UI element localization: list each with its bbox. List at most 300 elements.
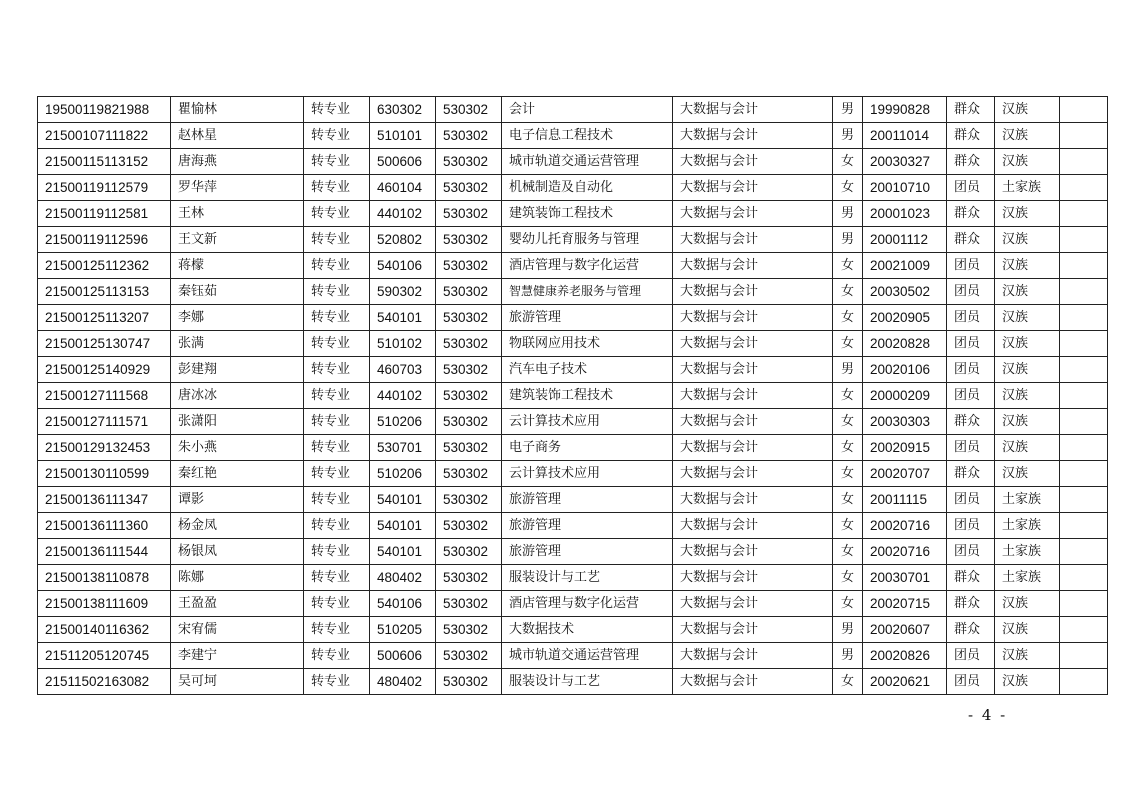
original-major-cell: 旅游管理 (502, 539, 673, 565)
table-body (38, 97, 1108, 695)
change-type-cell: 转专业 (304, 539, 370, 565)
ethnicity-cell: 土家族 (995, 513, 1060, 539)
page-number: - 4 - (968, 706, 1008, 724)
student-name-cell: 朱小燕 (171, 435, 304, 461)
new-major-cell: 大数据与会计 (673, 461, 833, 487)
change-type-cell: 转专业 (304, 201, 370, 227)
new-major-code-cell: 530302 (436, 149, 502, 175)
student-id-cell: 21500119112579 (38, 175, 171, 201)
remarks-cell (1060, 331, 1108, 357)
new-major-cell: 大数据与会计 (673, 331, 833, 357)
ethnicity-cell: 汉族 (995, 591, 1060, 617)
birth-date-cell: 19990828 (863, 97, 947, 123)
original-major-cell: 城市轨道交通运营管理 (502, 643, 673, 669)
gender-cell: 女 (833, 175, 863, 201)
original-major-cell: 智慧健康养老服务与管理 (502, 279, 673, 305)
ethnicity-cell: 土家族 (995, 175, 1060, 201)
table-row (38, 617, 1108, 643)
remarks-cell (1060, 253, 1108, 279)
table-row (38, 123, 1108, 149)
ethnicity-cell: 汉族 (995, 97, 1060, 123)
original-major-cell: 服装设计与工艺 (502, 669, 673, 695)
ethnicity-cell: 汉族 (995, 201, 1060, 227)
change-type-cell: 转专业 (304, 643, 370, 669)
student-id-cell: 21500129132453 (38, 435, 171, 461)
gender-cell: 女 (833, 669, 863, 695)
student-name-cell: 张满 (171, 331, 304, 357)
remarks-cell (1060, 201, 1108, 227)
political-status-cell: 团员 (947, 383, 995, 409)
gender-cell: 女 (833, 565, 863, 591)
gender-cell: 男 (833, 97, 863, 123)
gender-cell: 男 (833, 123, 863, 149)
new-major-cell: 大数据与会计 (673, 591, 833, 617)
student-id-cell: 21500125140929 (38, 357, 171, 383)
original-major-code-cell: 540106 (370, 253, 436, 279)
new-major-code-cell: 530302 (436, 461, 502, 487)
political-status-cell: 群众 (947, 123, 995, 149)
new-major-cell: 大数据与会计 (673, 175, 833, 201)
change-type-cell: 转专业 (304, 565, 370, 591)
new-major-code-cell: 530302 (436, 643, 502, 669)
birth-date-cell: 20010710 (863, 175, 947, 201)
table-row (38, 513, 1108, 539)
remarks-cell (1060, 643, 1108, 669)
original-major-code-cell: 460104 (370, 175, 436, 201)
new-major-cell: 大数据与会计 (673, 97, 833, 123)
birth-date-cell: 20001023 (863, 201, 947, 227)
original-major-code-cell: 510206 (370, 461, 436, 487)
student-id-cell: 21500107111822 (38, 123, 171, 149)
new-major-code-cell: 530302 (436, 175, 502, 201)
original-major-cell: 电子商务 (502, 435, 673, 461)
political-status-cell: 群众 (947, 149, 995, 175)
table-row (38, 461, 1108, 487)
student-name-cell: 李建宁 (171, 643, 304, 669)
table-row (38, 487, 1108, 513)
original-major-code-cell: 510102 (370, 331, 436, 357)
birth-date-cell: 20011115 (863, 487, 947, 513)
original-major-cell: 云计算技术应用 (502, 461, 673, 487)
gender-cell: 女 (833, 305, 863, 331)
ethnicity-cell: 汉族 (995, 123, 1060, 149)
remarks-cell (1060, 539, 1108, 565)
change-type-cell: 转专业 (304, 149, 370, 175)
ethnicity-cell: 汉族 (995, 617, 1060, 643)
political-status-cell: 群众 (947, 565, 995, 591)
original-major-cell: 城市轨道交通运营管理 (502, 149, 673, 175)
new-major-cell: 大数据与会计 (673, 305, 833, 331)
original-major-cell: 云计算技术应用 (502, 409, 673, 435)
original-major-cell: 会计 (502, 97, 673, 123)
table-row (38, 175, 1108, 201)
birth-date-cell: 20030303 (863, 409, 947, 435)
political-status-cell: 群众 (947, 201, 995, 227)
birth-date-cell: 20020915 (863, 435, 947, 461)
student-id-cell: 21500119112596 (38, 227, 171, 253)
student-name-cell: 张潇阳 (171, 409, 304, 435)
remarks-cell (1060, 123, 1108, 149)
new-major-code-cell: 530302 (436, 383, 502, 409)
political-status-cell: 团员 (947, 279, 995, 305)
student-id-cell: 21500136111360 (38, 513, 171, 539)
new-major-code-cell: 530302 (436, 357, 502, 383)
student-name-cell: 彭建翔 (171, 357, 304, 383)
original-major-code-cell: 590302 (370, 279, 436, 305)
birth-date-cell: 20020715 (863, 591, 947, 617)
original-major-cell: 婴幼儿托育服务与管理 (502, 227, 673, 253)
new-major-cell: 大数据与会计 (673, 149, 833, 175)
student-id-cell: 21511205120745 (38, 643, 171, 669)
remarks-cell (1060, 513, 1108, 539)
ethnicity-cell: 汉族 (995, 227, 1060, 253)
ethnicity-cell: 土家族 (995, 565, 1060, 591)
change-type-cell: 转专业 (304, 305, 370, 331)
student-name-cell: 罗华萍 (171, 175, 304, 201)
original-major-code-cell: 510206 (370, 409, 436, 435)
original-major-cell: 物联网应用技术 (502, 331, 673, 357)
original-major-cell: 旅游管理 (502, 487, 673, 513)
birth-date-cell: 20030327 (863, 149, 947, 175)
new-major-code-cell: 530302 (436, 435, 502, 461)
original-major-cell: 建筑装饰工程技术 (502, 201, 673, 227)
remarks-cell (1060, 591, 1108, 617)
new-major-cell: 大数据与会计 (673, 383, 833, 409)
remarks-cell (1060, 409, 1108, 435)
gender-cell: 男 (833, 201, 863, 227)
new-major-code-cell: 530302 (436, 123, 502, 149)
remarks-cell (1060, 435, 1108, 461)
table-row (38, 253, 1108, 279)
birth-date-cell: 20020826 (863, 643, 947, 669)
original-major-code-cell: 500606 (370, 149, 436, 175)
new-major-cell: 大数据与会计 (673, 643, 833, 669)
new-major-cell: 大数据与会计 (673, 435, 833, 461)
remarks-cell (1060, 487, 1108, 513)
remarks-cell (1060, 565, 1108, 591)
gender-cell: 男 (833, 357, 863, 383)
original-major-cell: 服装设计与工艺 (502, 565, 673, 591)
birth-date-cell: 20020707 (863, 461, 947, 487)
student-id-cell: 21500136111347 (38, 487, 171, 513)
student-name-cell: 王文新 (171, 227, 304, 253)
remarks-cell (1060, 175, 1108, 201)
ethnicity-cell: 汉族 (995, 669, 1060, 695)
original-major-code-cell: 500606 (370, 643, 436, 669)
original-major-cell: 机械制造及自动化 (502, 175, 673, 201)
political-status-cell: 群众 (947, 617, 995, 643)
student-id-cell: 21500136111544 (38, 539, 171, 565)
new-major-code-cell: 530302 (436, 565, 502, 591)
change-type-cell: 转专业 (304, 591, 370, 617)
original-major-code-cell: 460703 (370, 357, 436, 383)
student-name-cell: 秦钰茹 (171, 279, 304, 305)
birth-date-cell: 20020607 (863, 617, 947, 643)
student-name-cell: 陈娜 (171, 565, 304, 591)
change-type-cell: 转专业 (304, 97, 370, 123)
birth-date-cell: 20030701 (863, 565, 947, 591)
change-type-cell: 转专业 (304, 617, 370, 643)
original-major-code-cell: 540101 (370, 513, 436, 539)
ethnicity-cell: 汉族 (995, 435, 1060, 461)
remarks-cell (1060, 383, 1108, 409)
ethnicity-cell: 汉族 (995, 331, 1060, 357)
new-major-code-cell: 530302 (436, 617, 502, 643)
change-type-cell: 转专业 (304, 461, 370, 487)
remarks-cell (1060, 357, 1108, 383)
political-status-cell: 团员 (947, 643, 995, 669)
student-id-cell: 21500138110878 (38, 565, 171, 591)
gender-cell: 男 (833, 643, 863, 669)
ethnicity-cell: 土家族 (995, 487, 1060, 513)
political-status-cell: 团员 (947, 487, 995, 513)
ethnicity-cell: 汉族 (995, 383, 1060, 409)
birth-date-cell: 20020716 (863, 513, 947, 539)
birth-date-cell: 20020905 (863, 305, 947, 331)
table-row (38, 669, 1108, 695)
new-major-code-cell: 530302 (436, 487, 502, 513)
new-major-code-cell: 530302 (436, 591, 502, 617)
student-name-cell: 秦红艳 (171, 461, 304, 487)
political-status-cell: 群众 (947, 227, 995, 253)
ethnicity-cell: 汉族 (995, 409, 1060, 435)
original-major-code-cell: 440102 (370, 383, 436, 409)
political-status-cell: 团员 (947, 539, 995, 565)
new-major-code-cell: 530302 (436, 331, 502, 357)
student-name-cell: 杨银凤 (171, 539, 304, 565)
new-major-cell: 大数据与会计 (673, 201, 833, 227)
original-major-code-cell: 520802 (370, 227, 436, 253)
ethnicity-cell: 汉族 (995, 253, 1060, 279)
remarks-cell (1060, 227, 1108, 253)
student-id-cell: 21500119112581 (38, 201, 171, 227)
student-id-cell: 21500138111609 (38, 591, 171, 617)
student-id-cell: 21500125112362 (38, 253, 171, 279)
birth-date-cell: 20020828 (863, 331, 947, 357)
remarks-cell (1060, 149, 1108, 175)
gender-cell: 女 (833, 253, 863, 279)
remarks-cell (1060, 279, 1108, 305)
student-id-cell: 21511502163082 (38, 669, 171, 695)
original-major-code-cell: 510101 (370, 123, 436, 149)
original-major-cell: 旅游管理 (502, 513, 673, 539)
change-type-cell: 转专业 (304, 409, 370, 435)
birth-date-cell: 20030502 (863, 279, 947, 305)
birth-date-cell: 20000209 (863, 383, 947, 409)
original-major-code-cell: 630302 (370, 97, 436, 123)
gender-cell: 女 (833, 279, 863, 305)
political-status-cell: 团员 (947, 357, 995, 383)
new-major-cell: 大数据与会计 (673, 409, 833, 435)
change-type-cell: 转专业 (304, 383, 370, 409)
student-name-cell: 杨金凤 (171, 513, 304, 539)
political-status-cell: 团员 (947, 253, 995, 279)
change-type-cell: 转专业 (304, 513, 370, 539)
original-major-code-cell: 510205 (370, 617, 436, 643)
new-major-code-cell: 530302 (436, 97, 502, 123)
new-major-code-cell: 530302 (436, 279, 502, 305)
new-major-code-cell: 530302 (436, 513, 502, 539)
new-major-code-cell: 530302 (436, 227, 502, 253)
new-major-cell: 大数据与会计 (673, 617, 833, 643)
political-status-cell: 团员 (947, 513, 995, 539)
new-major-cell: 大数据与会计 (673, 279, 833, 305)
original-major-code-cell: 540106 (370, 591, 436, 617)
student-id-cell: 21500125113207 (38, 305, 171, 331)
birth-date-cell: 20020621 (863, 669, 947, 695)
gender-cell: 女 (833, 383, 863, 409)
political-status-cell: 群众 (947, 461, 995, 487)
table-row (38, 97, 1108, 123)
remarks-cell (1060, 305, 1108, 331)
political-status-cell: 群众 (947, 409, 995, 435)
gender-cell: 男 (833, 227, 863, 253)
table-row (38, 227, 1108, 253)
ethnicity-cell: 汉族 (995, 279, 1060, 305)
gender-cell: 女 (833, 149, 863, 175)
gender-cell: 女 (833, 513, 863, 539)
change-type-cell: 转专业 (304, 253, 370, 279)
student-id-cell: 21500140116362 (38, 617, 171, 643)
original-major-cell: 大数据技术 (502, 617, 673, 643)
document-sheet (37, 96, 1107, 695)
original-major-cell: 酒店管理与数字化运营 (502, 253, 673, 279)
political-status-cell: 群众 (947, 97, 995, 123)
birth-date-cell: 20021009 (863, 253, 947, 279)
new-major-code-cell: 530302 (436, 305, 502, 331)
student-name-cell: 谭影 (171, 487, 304, 513)
student-name-cell: 蒋檬 (171, 253, 304, 279)
new-major-cell: 大数据与会计 (673, 487, 833, 513)
remarks-cell (1060, 669, 1108, 695)
table-row (38, 565, 1108, 591)
political-status-cell: 团员 (947, 435, 995, 461)
ethnicity-cell: 汉族 (995, 305, 1060, 331)
original-major-cell: 酒店管理与数字化运营 (502, 591, 673, 617)
student-id-cell: 21500125113153 (38, 279, 171, 305)
new-major-code-cell: 530302 (436, 253, 502, 279)
table-row (38, 435, 1108, 461)
table-row (38, 331, 1108, 357)
change-type-cell: 转专业 (304, 487, 370, 513)
table-row (38, 409, 1108, 435)
new-major-cell: 大数据与会计 (673, 357, 833, 383)
change-type-cell: 转专业 (304, 279, 370, 305)
change-type-cell: 转专业 (304, 123, 370, 149)
new-major-cell: 大数据与会计 (673, 513, 833, 539)
student-name-cell: 瞿愉林 (171, 97, 304, 123)
student-id-cell: 21500127111568 (38, 383, 171, 409)
new-major-cell: 大数据与会计 (673, 123, 833, 149)
new-major-code-cell: 530302 (436, 201, 502, 227)
change-type-cell: 转专业 (304, 669, 370, 695)
birth-date-cell: 20020106 (863, 357, 947, 383)
ethnicity-cell: 汉族 (995, 357, 1060, 383)
new-major-cell: 大数据与会计 (673, 227, 833, 253)
birth-date-cell: 20011014 (863, 123, 947, 149)
student-id-cell: 21500115113152 (38, 149, 171, 175)
original-major-code-cell: 540101 (370, 487, 436, 513)
new-major-code-cell: 530302 (436, 669, 502, 695)
student-id-cell: 19500119821988 (38, 97, 171, 123)
new-major-cell: 大数据与会计 (673, 565, 833, 591)
student-id-cell: 21500130110599 (38, 461, 171, 487)
new-major-cell: 大数据与会计 (673, 253, 833, 279)
original-major-code-cell: 530701 (370, 435, 436, 461)
birth-date-cell: 20020716 (863, 539, 947, 565)
gender-cell: 女 (833, 487, 863, 513)
ethnicity-cell: 汉族 (995, 643, 1060, 669)
new-major-cell: 大数据与会计 (673, 539, 833, 565)
gender-cell: 女 (833, 331, 863, 357)
remarks-cell (1060, 617, 1108, 643)
political-status-cell: 团员 (947, 669, 995, 695)
table-row (38, 383, 1108, 409)
gender-cell: 女 (833, 409, 863, 435)
student-name-cell: 赵林星 (171, 123, 304, 149)
student-transfer-table (37, 96, 1108, 695)
gender-cell: 女 (833, 461, 863, 487)
original-major-code-cell: 480402 (370, 565, 436, 591)
ethnicity-cell: 汉族 (995, 461, 1060, 487)
political-status-cell: 团员 (947, 331, 995, 357)
birth-date-cell: 20001112 (863, 227, 947, 253)
ethnicity-cell: 土家族 (995, 539, 1060, 565)
original-major-code-cell: 440102 (370, 201, 436, 227)
original-major-cell: 电子信息工程技术 (502, 123, 673, 149)
change-type-cell: 转专业 (304, 175, 370, 201)
table-row (38, 201, 1108, 227)
student-name-cell: 唐冰冰 (171, 383, 304, 409)
table-row (38, 357, 1108, 383)
student-name-cell: 李娜 (171, 305, 304, 331)
table-row (38, 539, 1108, 565)
gender-cell: 女 (833, 435, 863, 461)
original-major-code-cell: 540101 (370, 305, 436, 331)
student-name-cell: 宋宥儒 (171, 617, 304, 643)
political-status-cell: 群众 (947, 591, 995, 617)
original-major-code-cell: 480402 (370, 669, 436, 695)
remarks-cell (1060, 97, 1108, 123)
gender-cell: 女 (833, 591, 863, 617)
student-name-cell: 王盈盈 (171, 591, 304, 617)
table-row (38, 591, 1108, 617)
new-major-code-cell: 530302 (436, 409, 502, 435)
political-status-cell: 团员 (947, 305, 995, 331)
gender-cell: 女 (833, 539, 863, 565)
student-name-cell: 唐海燕 (171, 149, 304, 175)
student-name-cell: 吴可坷 (171, 669, 304, 695)
new-major-code-cell: 530302 (436, 539, 502, 565)
new-major-cell: 大数据与会计 (673, 669, 833, 695)
student-name-cell: 王林 (171, 201, 304, 227)
table-row (38, 305, 1108, 331)
student-id-cell: 21500127111571 (38, 409, 171, 435)
table-row (38, 149, 1108, 175)
original-major-code-cell: 540101 (370, 539, 436, 565)
original-major-cell: 建筑装饰工程技术 (502, 383, 673, 409)
original-major-cell: 旅游管理 (502, 305, 673, 331)
gender-cell: 男 (833, 617, 863, 643)
change-type-cell: 转专业 (304, 331, 370, 357)
table-row (38, 279, 1108, 305)
student-id-cell: 21500125130747 (38, 331, 171, 357)
ethnicity-cell: 汉族 (995, 149, 1060, 175)
remarks-cell (1060, 461, 1108, 487)
change-type-cell: 转专业 (304, 357, 370, 383)
original-major-cell: 汽车电子技术 (502, 357, 673, 383)
table-row (38, 643, 1108, 669)
